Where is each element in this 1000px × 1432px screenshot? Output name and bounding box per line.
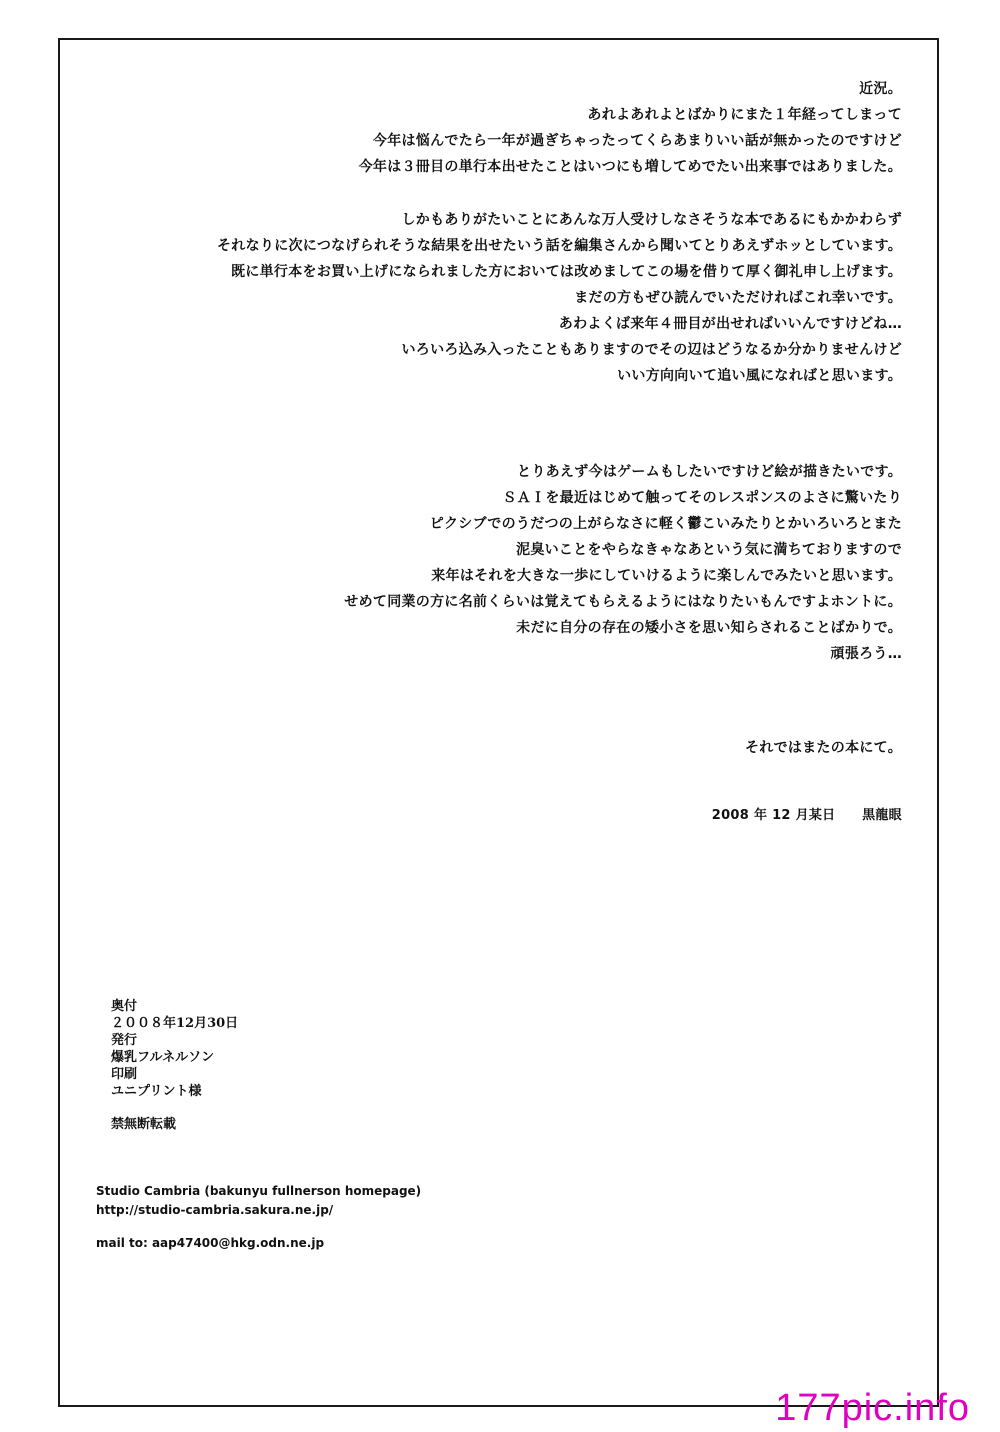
colophon-publisher-label: 発行: [111, 1033, 138, 1048]
text-line: あわよくば来年４冊目が出せればいいんですけどね…: [558, 316, 902, 332]
text-line: 泥臭いことをやらなきゃなあという気に満ちておりますので: [516, 542, 902, 558]
text-line: ＳＡＩを最近はじめて触ってそのレスポンスのよさに驚いたり: [502, 490, 902, 506]
text-line: まだの方もぜひ読んでいただければこれ幸いです。: [574, 290, 902, 306]
site-url: http://studio-cambria.sakura.ne.jp/: [96, 1203, 334, 1217]
text-line: いろいろ込み入ったこともありますのでその辺はどうなるか分かりませんけど: [401, 342, 902, 358]
text-line: とりあえず今はゲームもしたいですけど絵が描きたいです。: [517, 464, 902, 480]
text-line: それなりに次につなげられそうな結果を出せたいう話を編集さんから聞いてとりあえずホッとしています。: [217, 238, 902, 254]
colophon-date: ２００８年12月30日: [111, 1016, 239, 1031]
colophon-notice: 禁無断転載: [111, 1117, 177, 1132]
colophon-printer-label: 印刷: [111, 1067, 138, 1082]
text-line: 来年はそれを大きな一歩にしていけるように楽しんでみたいと思います。: [431, 568, 902, 584]
afterword-closing: [745, 735, 902, 761]
text-line: せめて同業の方に名前くらいは覚えてもらえるようにはなりたいもんですよホントに。: [344, 594, 902, 610]
contact-info: [96, 1182, 421, 1253]
colophon-title: 奥付: [111, 999, 138, 1014]
afterword-heading: 近況。: [859, 81, 902, 97]
afterword-paragraph-2: [217, 207, 902, 389]
text-line: いい方向向いて追い風になればと思います。: [617, 368, 902, 384]
signature-line: 2008 年 12 月某日 黒龍眼: [711, 808, 902, 823]
text-line: 未だに自分の存在の矮小さを思い知らされることばかりで。: [516, 620, 902, 636]
watermark: 177pic.info: [775, 1387, 970, 1429]
text-line: 今年は悩んでたら一年が過ぎちゃったってくらあまりいい話が無かったのですけど: [372, 133, 902, 149]
colophon: [111, 998, 238, 1133]
colophon-printer: ユニプリント様: [111, 1084, 202, 1099]
mail-address: mail to: aap47400@hkg.odn.ne.jp: [96, 1236, 325, 1250]
text-line: しかもありがたいことにあんな万人受けしなさそうな本であるにもかかわらず: [401, 212, 902, 228]
afterword-paragraph-1: [359, 76, 902, 180]
text-line: あれよあれよとばかりにまた１年経ってしまって: [587, 107, 902, 123]
text-line: 既に単行本をお買い上げになられました方においては改めましてこの場を借りて厚く御礼申し上げます。: [231, 264, 902, 280]
afterword-paragraph-3: [344, 459, 902, 667]
afterword-signature: [712, 803, 902, 829]
text-line: 頑張ろう…: [830, 646, 902, 662]
site-name: Studio Cambria (bakunyu fullnerson homepage): [96, 1184, 422, 1198]
closing-line: それではまたの本にて。: [744, 740, 902, 756]
text-line: 今年は３冊目の単行本出せたことはいつにも増してめでたい出来事ではありました。: [358, 159, 902, 175]
colophon-publisher: 爆乳フルネルソン: [111, 1050, 215, 1065]
text-line: ピクシブでのうだつの上がらなさに軽く鬱こいみたりとかいろいろとまた: [429, 516, 902, 532]
